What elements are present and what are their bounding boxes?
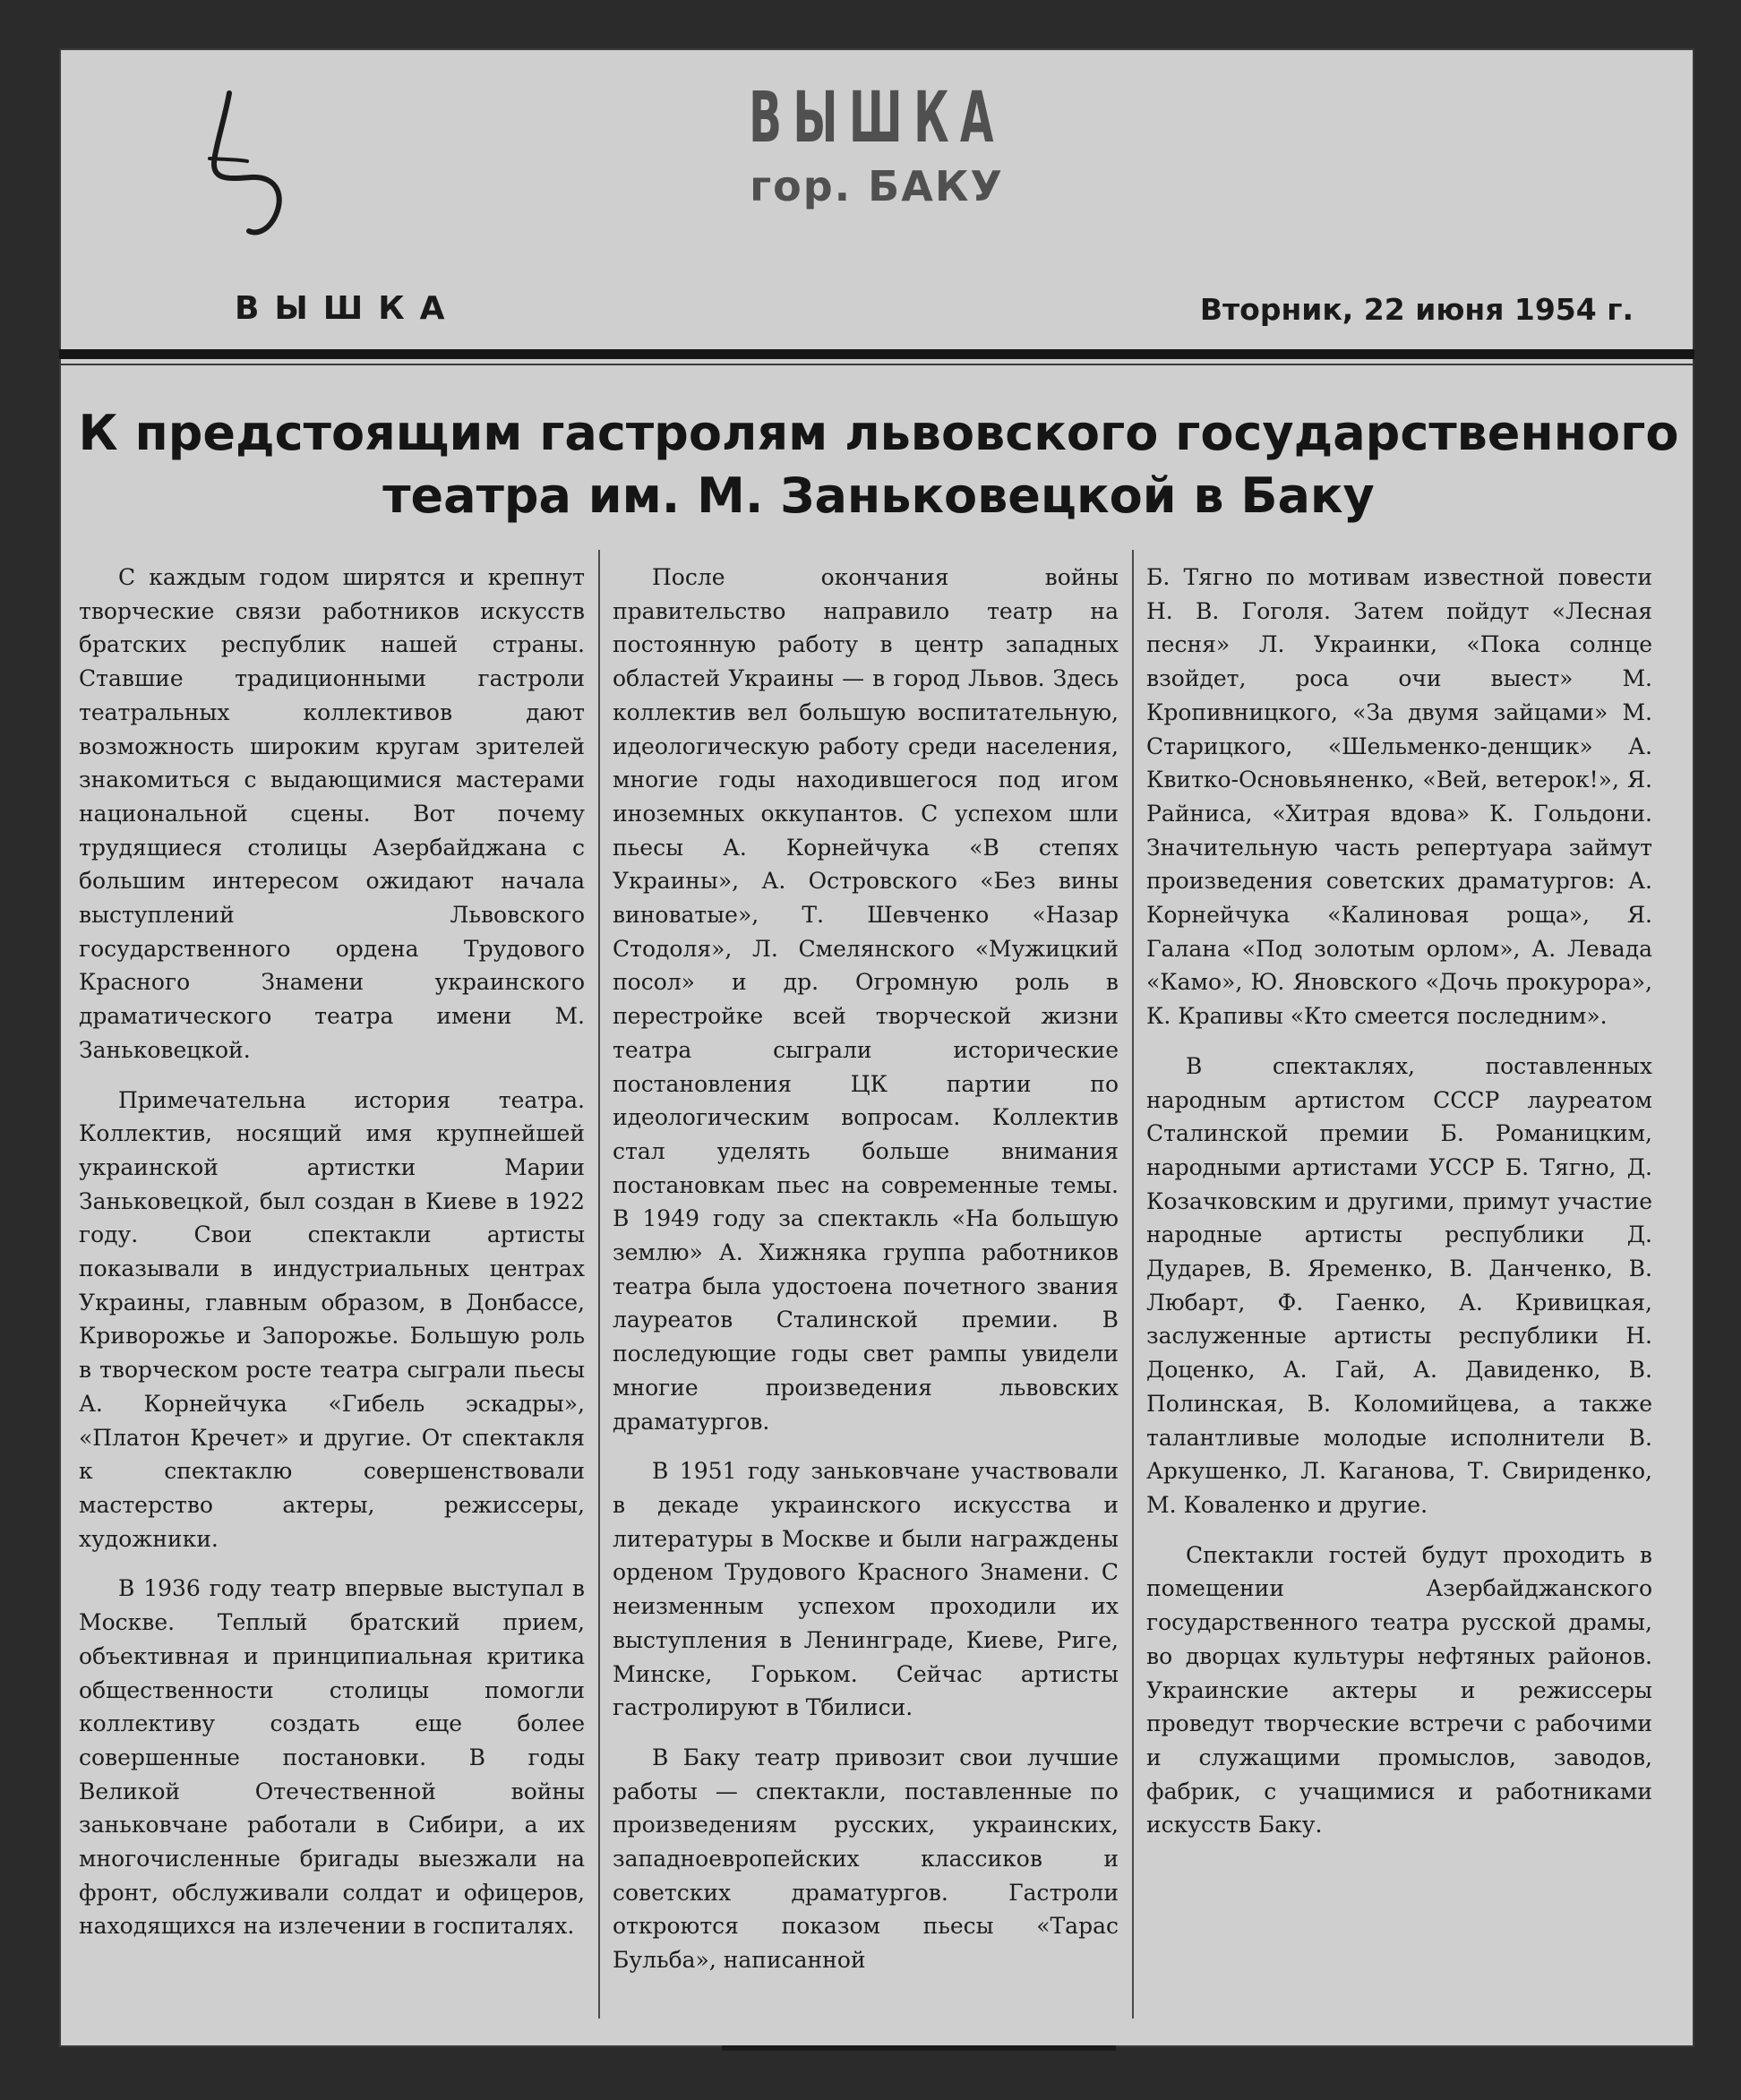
masthead-date: Вторник, 22 июня 1954 г. [1199, 292, 1634, 327]
article-column-3 [1146, 561, 1652, 1858]
column-divider [1132, 550, 1134, 2019]
paragraph: Примечательна история театра. Коллектив, носящий имя крупнейшей украинской артистки Марии Заньковецкой, был создан в Киеве в 1922 году. Свои спектакли артисты показывали в индустриальных центрах Украины, главным образом, в Донбассе, Криворожье и Запорожье. Большую роль в творческом росте театра сыграли пьесы А. Корнейчука «Гибель эскадры», «Платон Кречет» и другие. От спектакля к спектаклю совершенствовали мастерство актеры, режиссеры, художники. [79, 1086, 585, 1552]
paragraph: В Баку театр привозит свои лучшие работы — спектакли, поставленные по произведениям русских, украинских, западноевропейских классиков и советских драматургов. Гастроли откроются показом пьесы «Тарас Бульба», написанной [613, 1744, 1119, 1974]
article-column-2 [613, 561, 1119, 1993]
headline-line-1: К предстоящим гастролям львовского государственного [78, 405, 1679, 461]
headline-line-2: театра им. М. Заньковецкой в Баку [382, 467, 1375, 524]
masthead-rule-thin [59, 364, 1694, 365]
newspaper-clipping [59, 48, 1694, 2047]
paragraph: После окончания войны правительство направило театр на постоянную работу в центр западных областей Украины — в город Львов. Здесь коллектив вел большую воспитательную, идеологическую работу среди населения, многие годы находившегося под игом иноземных оккупантов. С успехом шли пьесы А. Корнейчука «В степях Украины», А. Островского «Без вины виноватые», Т. Шевченко «Назар Стодоля», Л. Смелянского «Мужицкий посол» и др. Огромную роль в перестройке всей творческой жизни театра сыграли исторические постановления ЦК партии по идеологическим вопросам. Коллектив стал уделять больше внимания постановкам пьес на современные темы. В 1949 году за спектакль «На большую землю» А. Хижняка группа работников театра была удостоена почетного звания лауреатов Сталинской премии. В последующие годы свет рампы увидели многие произведения львовских драматургов. [613, 564, 1119, 1435]
article-end-rule [722, 2045, 1116, 2051]
article-column-1 [79, 561, 585, 1959]
column-divider [598, 550, 600, 2019]
archive-stamp [59, 75, 1694, 211]
masthead-newspaper-name: ВЫШКА [235, 290, 460, 327]
masthead-rule [59, 349, 1694, 359]
stamp-newspaper-name: ВЫШКА [749, 78, 1005, 159]
paragraph: В спектаклях, поставленных народным артистом СССР лауреатом Сталинской премии Б. Романицким, народными артистами УССР Б. Тягно, Д. Козачковским и другими, примут участие народные артисты республики Д. Дударев, В. Яременко, В. Данченко, В. Любарт, Ф. Гаенко, А. Кривицкая, заслуженные артисты республики Н. Доценко, А. Гай, А. Давиденко, В. Полинская, В. Коломийцева, а также талантливые молодые исполнители В. Аркушенко, Л. Каганова, Т. Свириденко, М. Коваленко и другие. [1146, 1052, 1652, 1518]
paragraph: С каждым годом ширятся и крепнут творческие связи работников искусств братских республик нашей страны. Ставшие традиционными гастроли театральных коллективов дают возможность широким кругам зрителей знакомиться с выдающимися мастерами национальной сцены. Вот почему трудящиеся столицы Азербайджана с большим интересом ожидают начала выступлений Львовского государственного ордена Трудового Красного Знамени украинского драматического театра имени М. Заньковецкой. [79, 564, 585, 1063]
paragraph: В 1936 году театр впервые выступал в Москве. Теплый братский прием, объективная и принципиальная критика общественности столицы помогли коллективу создать еще более совершенные постановки. В годы Великой Отечественной войны заньковчане работали в Сибири, а их многочисленные бригады выезжали на фронт, обслуживали солдат и офицеров, находящихся на излечении в госпиталях. [79, 1575, 585, 1940]
stamp-city: гор. БАКУ [750, 162, 1004, 210]
paragraph: В 1951 году заньковчане участвовали в декаде украинского искусства и литературы в Москве и были награждены орденом Трудового Красного Знамени. С неизменным успехом проходили их выступления в Ленинграде, Киеве, Риге, Минске, Горьком. Сейчас артисты гастролируют в Тбилиси. [613, 1458, 1119, 1721]
paragraph: Б. Тягно по мотивам известной повести Н. В. Гоголя. Затем пойдут «Лесная песня» Л. Украинки, «Пока солнце взойдет, роса очи выест» М. Кропивницкого, «За двумя зайцами» М. Старицкого, «Шельменко-денщик» А. Квитко-Основьяненко, «Вей, ветерок!», Я. Райниса, «Хитрая вдова» К. Гольдони. Значительную часть репертуара займут произведения советских драматургов: А. Корнейчука «Калиновая роща», Я. Галана «Под золотым орлом», А. Левада «Камо», Ю. Яновского «Дочь прокурора», К. Крапивы «Кто смеется последним». [1146, 564, 1652, 1030]
article-headline [77, 402, 1680, 527]
paragraph: Спектакли гостей будут проходить в помещении Азербайджанского государственного театра русской драмы, во дворцах культуры нефтяных районов. Украинские актеры и режиссеры проведут творческие встречи с рабочими и служащими промыслов, заводов, фабрик, с учащимися и работниками искусств Баку. [1146, 1541, 1652, 1839]
